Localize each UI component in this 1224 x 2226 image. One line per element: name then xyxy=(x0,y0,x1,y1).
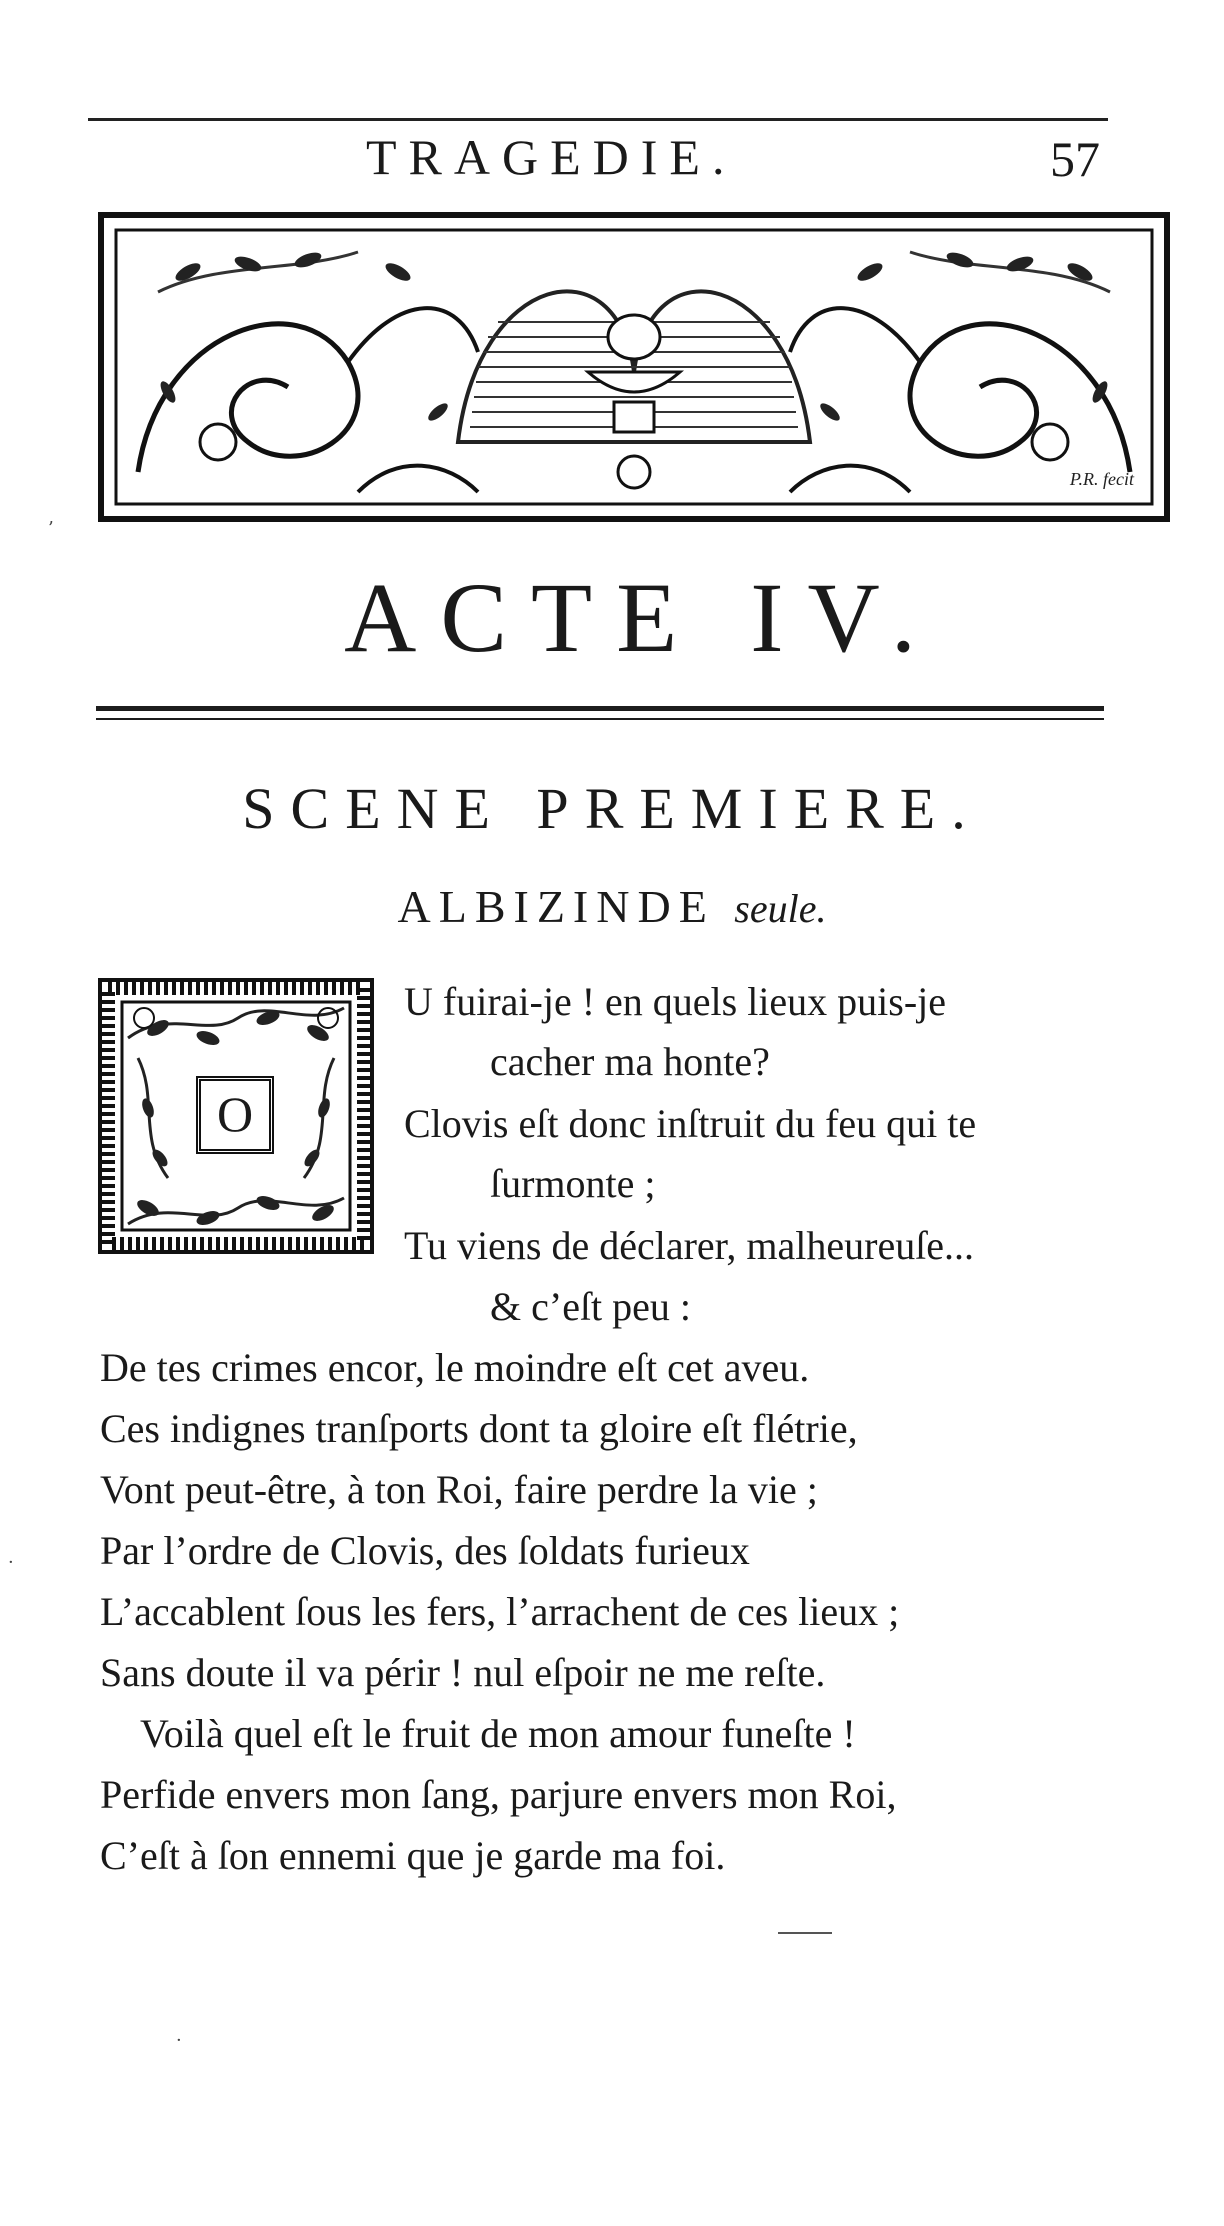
running-title: TRAGEDIE. xyxy=(366,129,737,185)
verse-line: & c’eſt peu : xyxy=(490,1284,692,1329)
print-speck: · xyxy=(176,2030,182,2051)
scene-title: SCENE PREMIERE. xyxy=(242,776,982,841)
verse-line: L’accablent ſous les fers, l’arrachent de ces lieux ; xyxy=(100,1589,900,1634)
stage-direction: seule. xyxy=(734,886,827,931)
verse-line: Sans doute il va périr ! nul eſpoir ne me reſte. xyxy=(100,1650,826,1695)
verse-line: Vont peut-être, à ton Roi, faire perdre la vie ; xyxy=(100,1467,818,1512)
verse-line: U fuirai-je ! en quels lieux puis-je xyxy=(404,979,947,1024)
drop-cap-letter: O xyxy=(196,1076,274,1154)
verse-line: C’eſt à ſon ennemi que je garde ma foi. xyxy=(100,1833,726,1878)
print-speck: · xyxy=(8,1552,14,1573)
verse-line: Par l’ordre de Clovis, des ſoldats furieux xyxy=(100,1528,750,1573)
verse-line: cacher ma honte? xyxy=(490,1039,770,1084)
ornamental-headpiece-icon xyxy=(98,212,1170,522)
verse-line: Tu viens de déclarer, malheureuſe... xyxy=(404,1223,975,1268)
speaker-name: ALBIZINDE xyxy=(397,881,715,932)
running-head xyxy=(88,118,1108,188)
print-dash xyxy=(778,1932,832,1934)
verse-line: ſurmonte ; xyxy=(490,1161,656,1206)
page-number: 57 xyxy=(1050,131,1100,187)
floral-initial-frame-icon xyxy=(98,978,374,1254)
speaker-line xyxy=(0,880,1224,933)
head-rule xyxy=(88,118,1108,121)
verse-line: Clovis eſt donc inſtruit du feu qui te xyxy=(404,1101,977,1146)
verse-line: Voilà quel eſt le fruit de mon amour funeſte ! xyxy=(140,1711,856,1756)
verse-line: Perfide envers mon ſang, parjure envers mon Roi, xyxy=(100,1772,897,1817)
double-rule-divider xyxy=(96,706,1104,720)
verse-line: Ces indignes tranſports dont ta gloire eſt flétrie, xyxy=(100,1406,858,1451)
engraver-signature: P.R. fecit xyxy=(1069,469,1134,489)
verse-line: De tes crimes encor, le moindre eſt cet aveu. xyxy=(100,1345,810,1390)
print-speck: ’ xyxy=(48,518,54,539)
act-title: ACTE IV. xyxy=(344,562,940,673)
headpiece-engraving xyxy=(98,212,1170,522)
